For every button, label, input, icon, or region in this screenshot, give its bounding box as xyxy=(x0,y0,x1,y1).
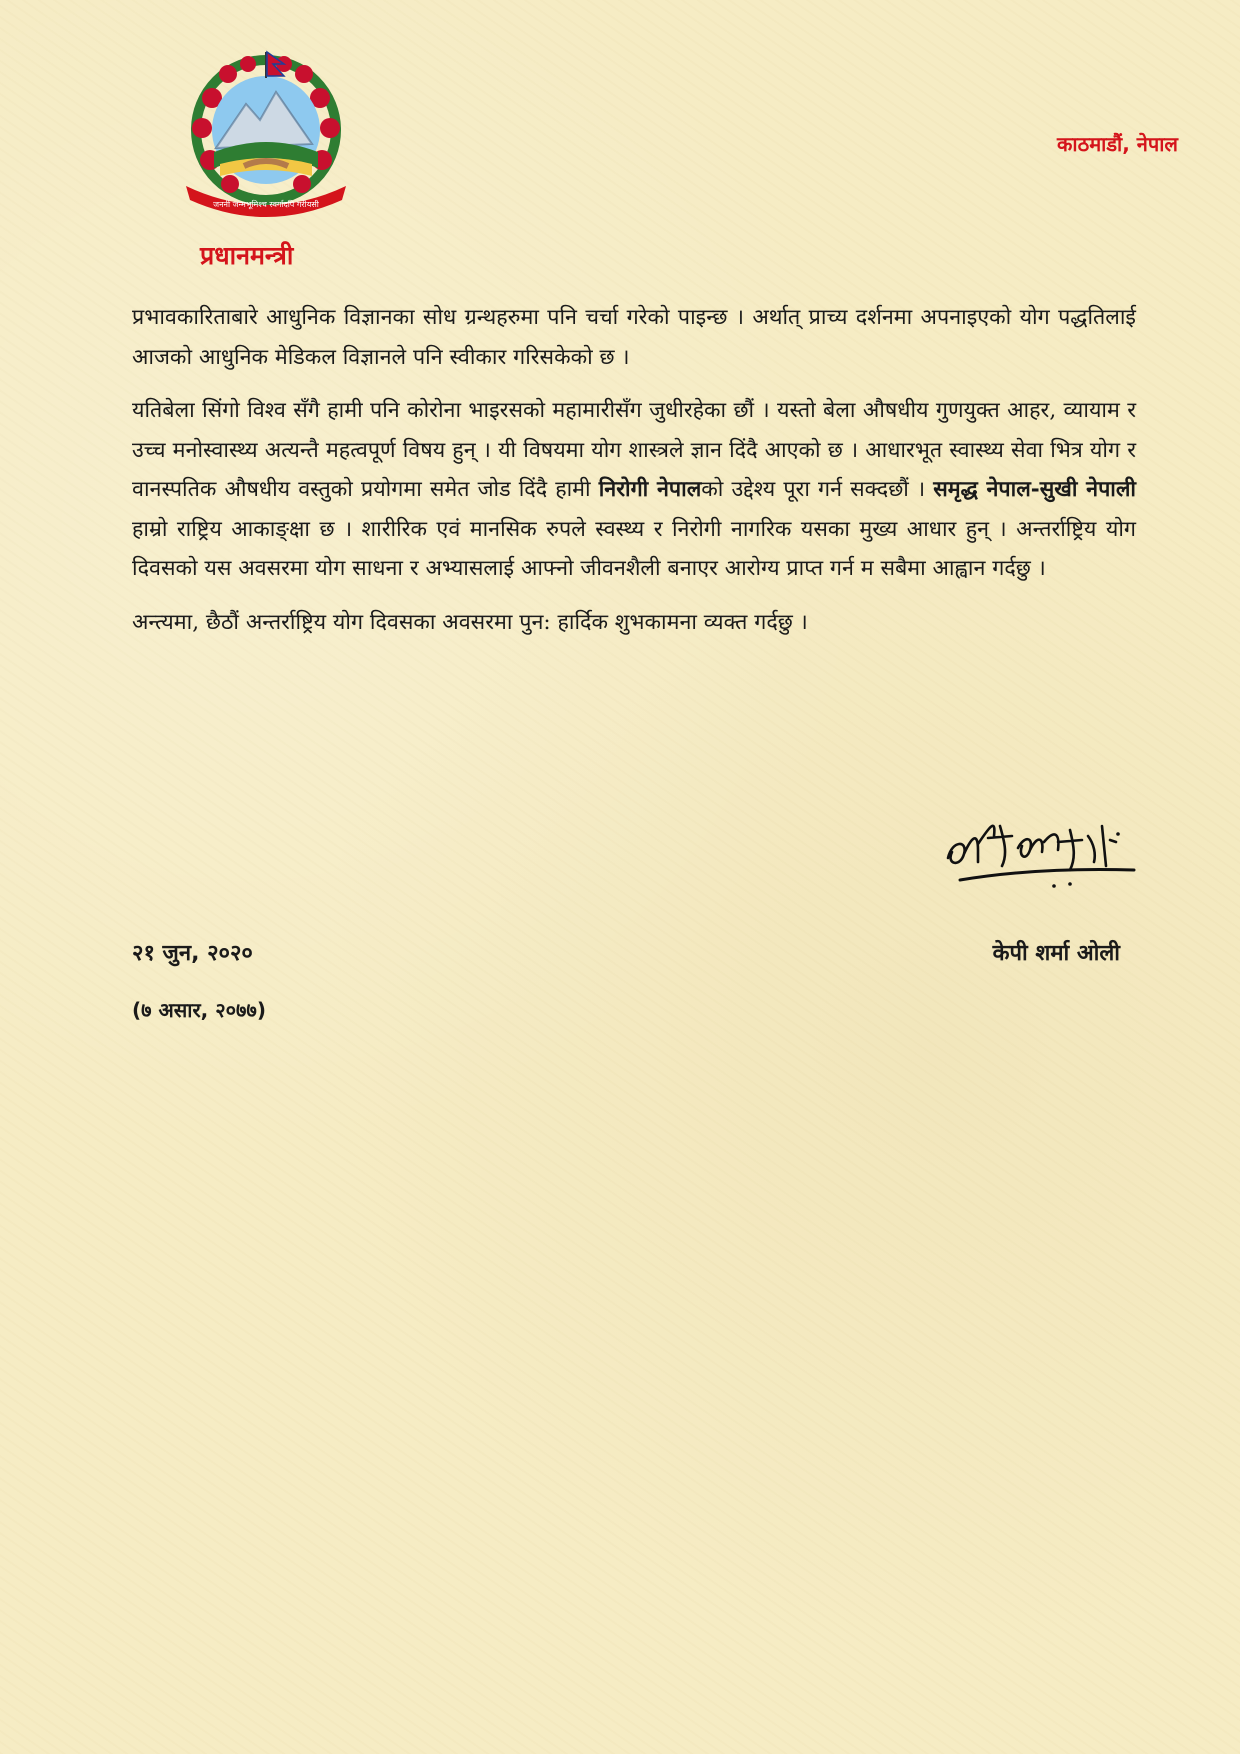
letter-body xyxy=(132,298,1136,656)
location-label: काठमाडौं, नेपाल xyxy=(1057,132,1178,156)
svg-text:जननी जन्मभूमिश्च स्वर्गादपि गर: जननी जन्मभूमिश्च स्वर्गादपि गरीयसी xyxy=(213,200,319,209)
date-bikram-sambat: (७ असार, २०७७) xyxy=(132,998,266,1022)
paragraph-2: यतिबेला सिंगो विश्व सँगै हामी पनि कोरोना भाइरसको महामारीसँग जुधीरहेका छौं । यस्तो बेला औषधीय गुणयुक्त आहर, व्यायाम र उच्च मनोस्वास्थ्य अत्यन्तै महत्वपूर्ण विषय हुन् । यी विषयमा योग शास्त्रले ज्ञान दिंदै आएको छ । आधारभूत स्वास्थ्य सेवा भित्र योग र वानस्पतिक औषधीय वस्तुको प्रयोगमा समेत जोड दिंदै हामी निरोगी नेपालको उद्देश्य पूरा गर्न सक्दछौं । समृद्ध नेपाल-सुखी नेपाली हाम्रो राष्ट्रिय आकाङ्क्षा छ । शारीरिक एवं मानसिक रुपले स्वस्थ्य र निरोगी नागरिक यसका मुख्य आधार हुन् । अन्तर्राष्ट्रिय योग दिवसको यस अवसरमा योग साधना र अभ्यासलाई आफ्नो जीवनशैली बनाएर आरोग्य प्राप्त गर्न म सबैमा आह्वान गर्दछु । xyxy=(132,398,1136,581)
handwritten-signature xyxy=(938,796,1154,892)
office-title: प्रधानमन्त्री xyxy=(200,241,294,270)
motto-ribbon xyxy=(186,186,346,217)
paragraph-3: अन्त्यमा, छैठौं अन्तर्राष्ट्रिय योग दिवसका अवसरमा पुन: हार्दिक शुभकामना व्यक्त गर्दछु । xyxy=(132,609,808,635)
himalaya-mountains xyxy=(212,76,320,184)
signer-name: केपी शर्मा ओली xyxy=(992,941,1120,966)
highlight-samriddha-nepal: समृद्ध नेपाल-सुखी नेपाली xyxy=(933,477,1136,502)
date-gregorian: २१ जुन, २०२० xyxy=(132,941,253,966)
nepal-coat-of-arms-icon xyxy=(172,48,360,220)
highlight-nirogi-nepal: निरोगी नेपाल xyxy=(598,477,702,502)
paragraph-1: प्रभावकारिताबारे आधुनिक विज्ञानका सोध ग्रन्थहरुमा पनि चर्चा गरेको पाइन्छ । अर्थात् प्राच्य दर्शनमा अपनाइएको योग पद्धतिलाई आजको आधुनिक मेडिकल विज्ञानले पनि स्वीकार गरिसकेको छ । xyxy=(132,305,1136,370)
